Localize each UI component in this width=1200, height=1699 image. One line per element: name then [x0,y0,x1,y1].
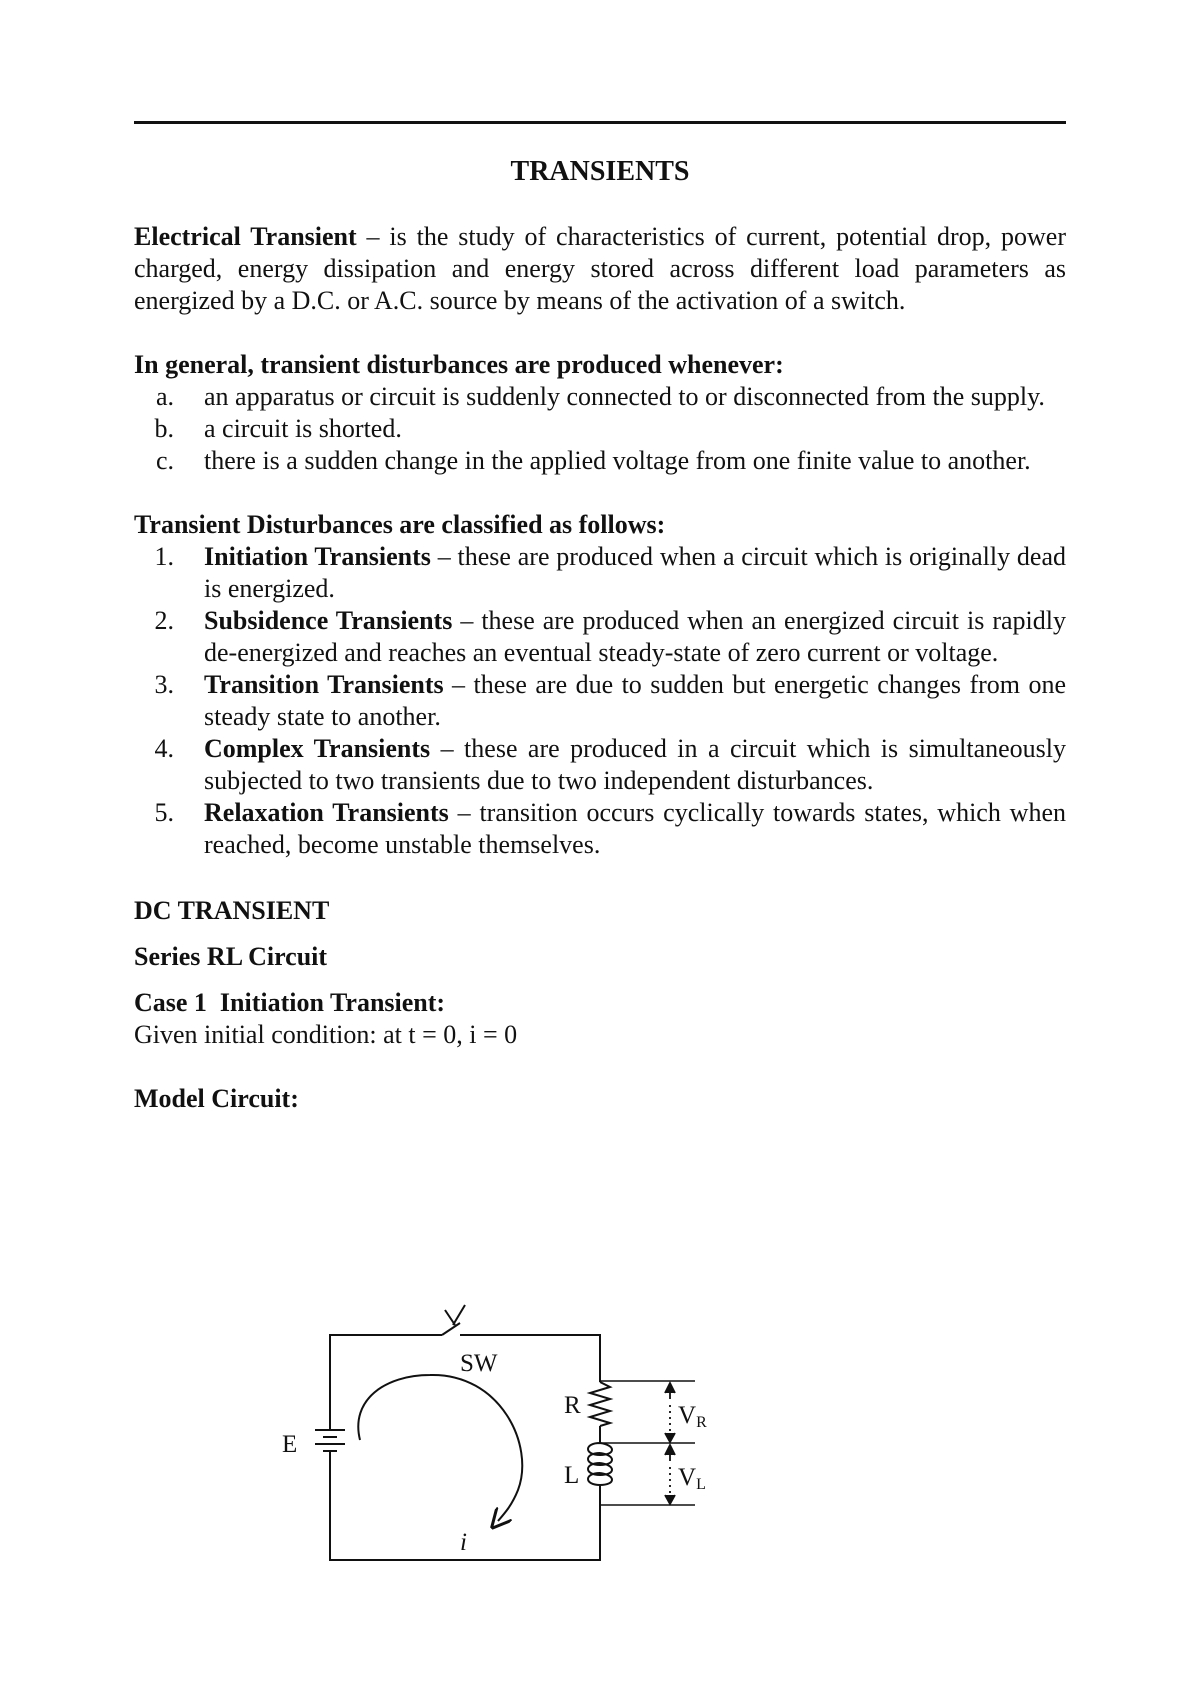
vr-label: VR [678,1402,707,1431]
list-item-term: Initiation Transients [204,542,431,571]
definition-paragraph [134,221,1066,317]
vl-arrow-icon [665,1445,675,1504]
resistor-label: R [564,1392,581,1419]
list-item-term: Subsidence Transients [204,606,453,635]
inductor-icon [588,1443,612,1505]
list-item-description: – these are produced in a circuit which is simultaneously subjected to two transients due to two independent disturbances. [204,734,1067,795]
list-item-term: Complex Transients [204,734,431,763]
list-marker: 4. [154,734,174,763]
page-title: TRANSIENTS [510,156,690,187]
vr-arrow-icon [665,1383,675,1442]
list-marker: b. [154,414,174,443]
list-item-term: Relaxation Transients [204,798,449,827]
list-item-text: a circuit is shorted. [204,414,402,443]
list-item-description: – these are produced when a circuit which is originally dead is energized. [204,542,1067,603]
list-item-description: – these are due to sudden but energetic changes from one steady state to another. [204,670,1066,731]
rl-circuit-diagram [270,1295,740,1585]
list-item-text: there is a sudden change in the applied voltage from one finite value to another. [204,446,1031,475]
list-item-description: – these are produced when an energized circuit is rapidly de-energized and reaches an eventual steady-state of zero current or voltage. [204,606,1066,667]
list-item-text [204,669,1066,733]
list-item-text: an apparatus or circuit is suddenly connected to or disconnected from the supply. [204,382,1045,411]
resistor-icon [590,1382,610,1443]
switch-icon [442,1305,465,1335]
source-label: E [282,1431,298,1458]
list-marker: c. [155,446,174,475]
list-marker: 2. [154,606,174,635]
list-item [134,381,1066,413]
list-item [134,733,1066,797]
list-item [134,605,1066,669]
definition-term: Electrical Transient [134,222,357,251]
vl-label: VL [678,1464,706,1493]
list-item [134,541,1066,605]
general-heading: In general, transient disturbances are produced whenever: [134,350,784,379]
classification-list [134,541,1066,861]
list-item-text [204,605,1066,669]
definition-text: – is the study of characteristics of current, potential drop, power charged, energy dissipation and energy stored across different load parameters as energized by a D.C. or A.C. source by means of the activation of a switch. [134,222,1066,315]
battery-icon [315,1430,345,1455]
document-content [134,155,1066,1115]
classification-heading: Transient Disturbances are classified as follows: [134,510,666,539]
current-label: i [460,1529,467,1556]
list-marker: 3. [154,670,174,699]
list-marker: 1. [154,542,174,571]
list-marker: 5. [154,798,174,827]
list-item [134,797,1066,861]
case-heading: Case 1 Initiation Transient: [134,988,446,1017]
list-item-text [204,733,1066,797]
switch-label: SW [460,1350,498,1377]
list-item-term: Transition Transients [204,670,444,699]
current-loop-arrow-icon [358,1375,522,1521]
list-item-description: – transition occurs cyclically towards states, which when reached, become unstable themselves. [204,798,1066,859]
list-item [134,445,1066,477]
initial-condition: Given initial condition: at t = 0, i = 0 [134,1020,518,1049]
dc-transient-heading: DC TRANSIENT [134,896,330,925]
series-rl-heading: Series RL Circuit [134,942,328,971]
list-marker: a. [155,382,174,411]
list-item-text [204,797,1066,861]
inductor-label: L [564,1462,580,1489]
list-item [134,669,1066,733]
list-item-text [204,541,1066,605]
list-item [134,413,1066,445]
model-circuit-heading: Model Circuit: [134,1084,299,1113]
general-list [134,381,1066,477]
top-rule [134,121,1066,124]
